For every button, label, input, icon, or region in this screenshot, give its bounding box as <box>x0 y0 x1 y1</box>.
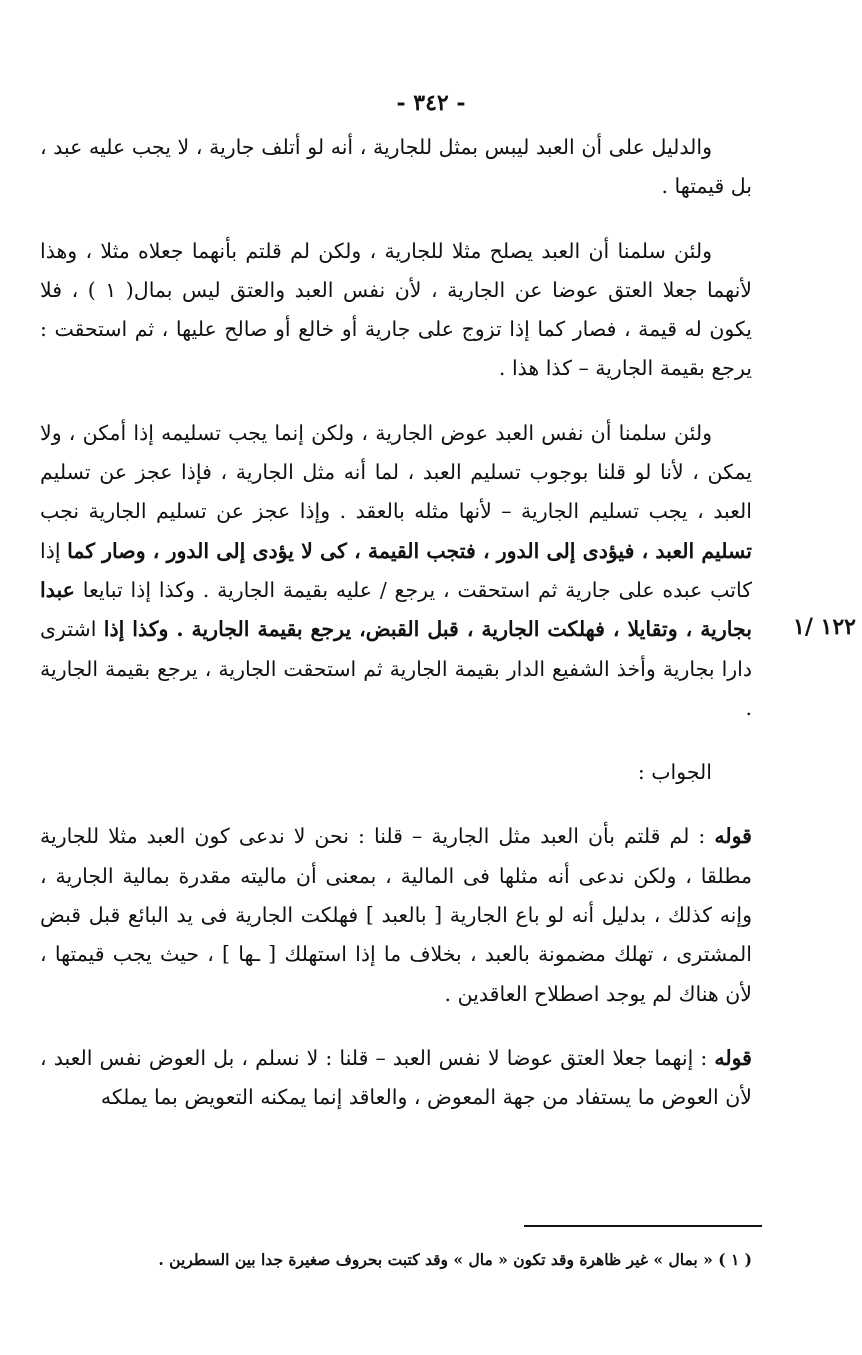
page-number: - ٣٤٢ - <box>396 90 466 116</box>
paragraph-4 <box>40 817 752 1013</box>
paragraph-5-text: : إنهما جعلا العتق عوضا لا نفس العبد – قلنا : لا نسلم ، بل العوض نفس العبد ، لأن العوض ما يستفاد من جهة المعوض ، والعاقد إنما يمكنه التعويض بما يملكه <box>40 1045 752 1110</box>
main-text <box>40 128 752 1143</box>
paragraph-3-part-a: ولئن سلمنا أن نفس العبد عوض الجارية ، ولكن إنما يجب تسليمه إذا أمكن ، ولا يمكن ، لأنا لو قلنا بوجوب تسليم العبد ، لما أنه مثل الجارية ، فإذا عجز عن تسليم العبد ، يجب تسليم الجارية – لأنها مثله بالعقد . وإذا عجز عن تسليم الجارية نجب <box>40 420 752 524</box>
paragraph-3-bold-d: عبدا بجارية ، وتقايلا ، فهلكت الجارية ، قبل القبض، يرجع بقيمة الجارية . وكذا إذا <box>40 577 752 642</box>
paragraph-2: ولئن سلمنا أن العبد يصلح مثلا للجارية ، ولكن لم قلتم بأنهما جعلاه مثلا ، وهذا لأنهما جعلا العتق عوضا عن الجارية ، لأن نفس العبد والعتق ليس بمال( ١ ) ، فلا يكون له قيمة ، فصار كما إذا تزوج على جارية أو خالع أو صالح عليها ، ثم استحقت : يرجع بقيمة الجارية – كذا هذا . <box>40 238 752 381</box>
paragraph-3 <box>40 414 752 728</box>
margin-marker: ١٢٢ /١ <box>793 614 856 640</box>
paragraph-3-part-e: اشترى دارا بجارية وأخذ الشفيع الدار بقيمة الجارية ثم استحقت الجارية ، يرجع بقيمة الجارية . <box>40 617 752 720</box>
paragraph-1: والدليل على أن العبد ليبس بمثل للجارية ، أنه لو أتلف جارية ، لا يجب عليه عبد ، بل قيمتها . <box>40 135 752 199</box>
answer-heading: الجواب : <box>637 760 712 785</box>
paragraph-5-label: قوله <box>714 1045 752 1070</box>
footnote-divider <box>524 1225 762 1227</box>
paragraph-4-text: : لم قلتم بأن العبد مثل الجارية – قلنا : نحن لا ندعى كون العبد مثلا للجارية مطلقا ، ولكن ندعى أنه مثلها فى المالية ، بمعنى أن ماليته مقدرة بمالية الجارية ، وإنه كذلك ، بدليل أنه لو باع الجارية [ بالعبد ] فهلكت الجارية فى يد البائع قبل قبض المشترى ، تهلك مضمونة بالعبد ، بخلاف ما إذا استهلك [ ـها ] ، حيث يجب قيمتها ، لأن هناك لم يوجد اصطلاح العاقدين . <box>40 824 752 1006</box>
paragraph-5 <box>40 1039 752 1118</box>
paragraph-3-part-c: إذا كاتب عبده على جارية ثم استحقت ، يرجع / عليه بقيمة الجارية . وكذا إذا تبايعا <box>40 538 752 602</box>
footnote: ( ١ ) « بمال » غير ظاهرة وقد تكون « مال » وقد كتبت بحروف صغيرة جدا بين السطرين . <box>158 1250 752 1269</box>
paragraph-3-bold-b: تسليم العبد ، فيؤدى إلى الدور ، فتجب القيمة ، كى لا يؤدى إلى الدور ، وصار كما <box>67 538 752 563</box>
paragraph-4-label: قوله <box>714 824 752 849</box>
